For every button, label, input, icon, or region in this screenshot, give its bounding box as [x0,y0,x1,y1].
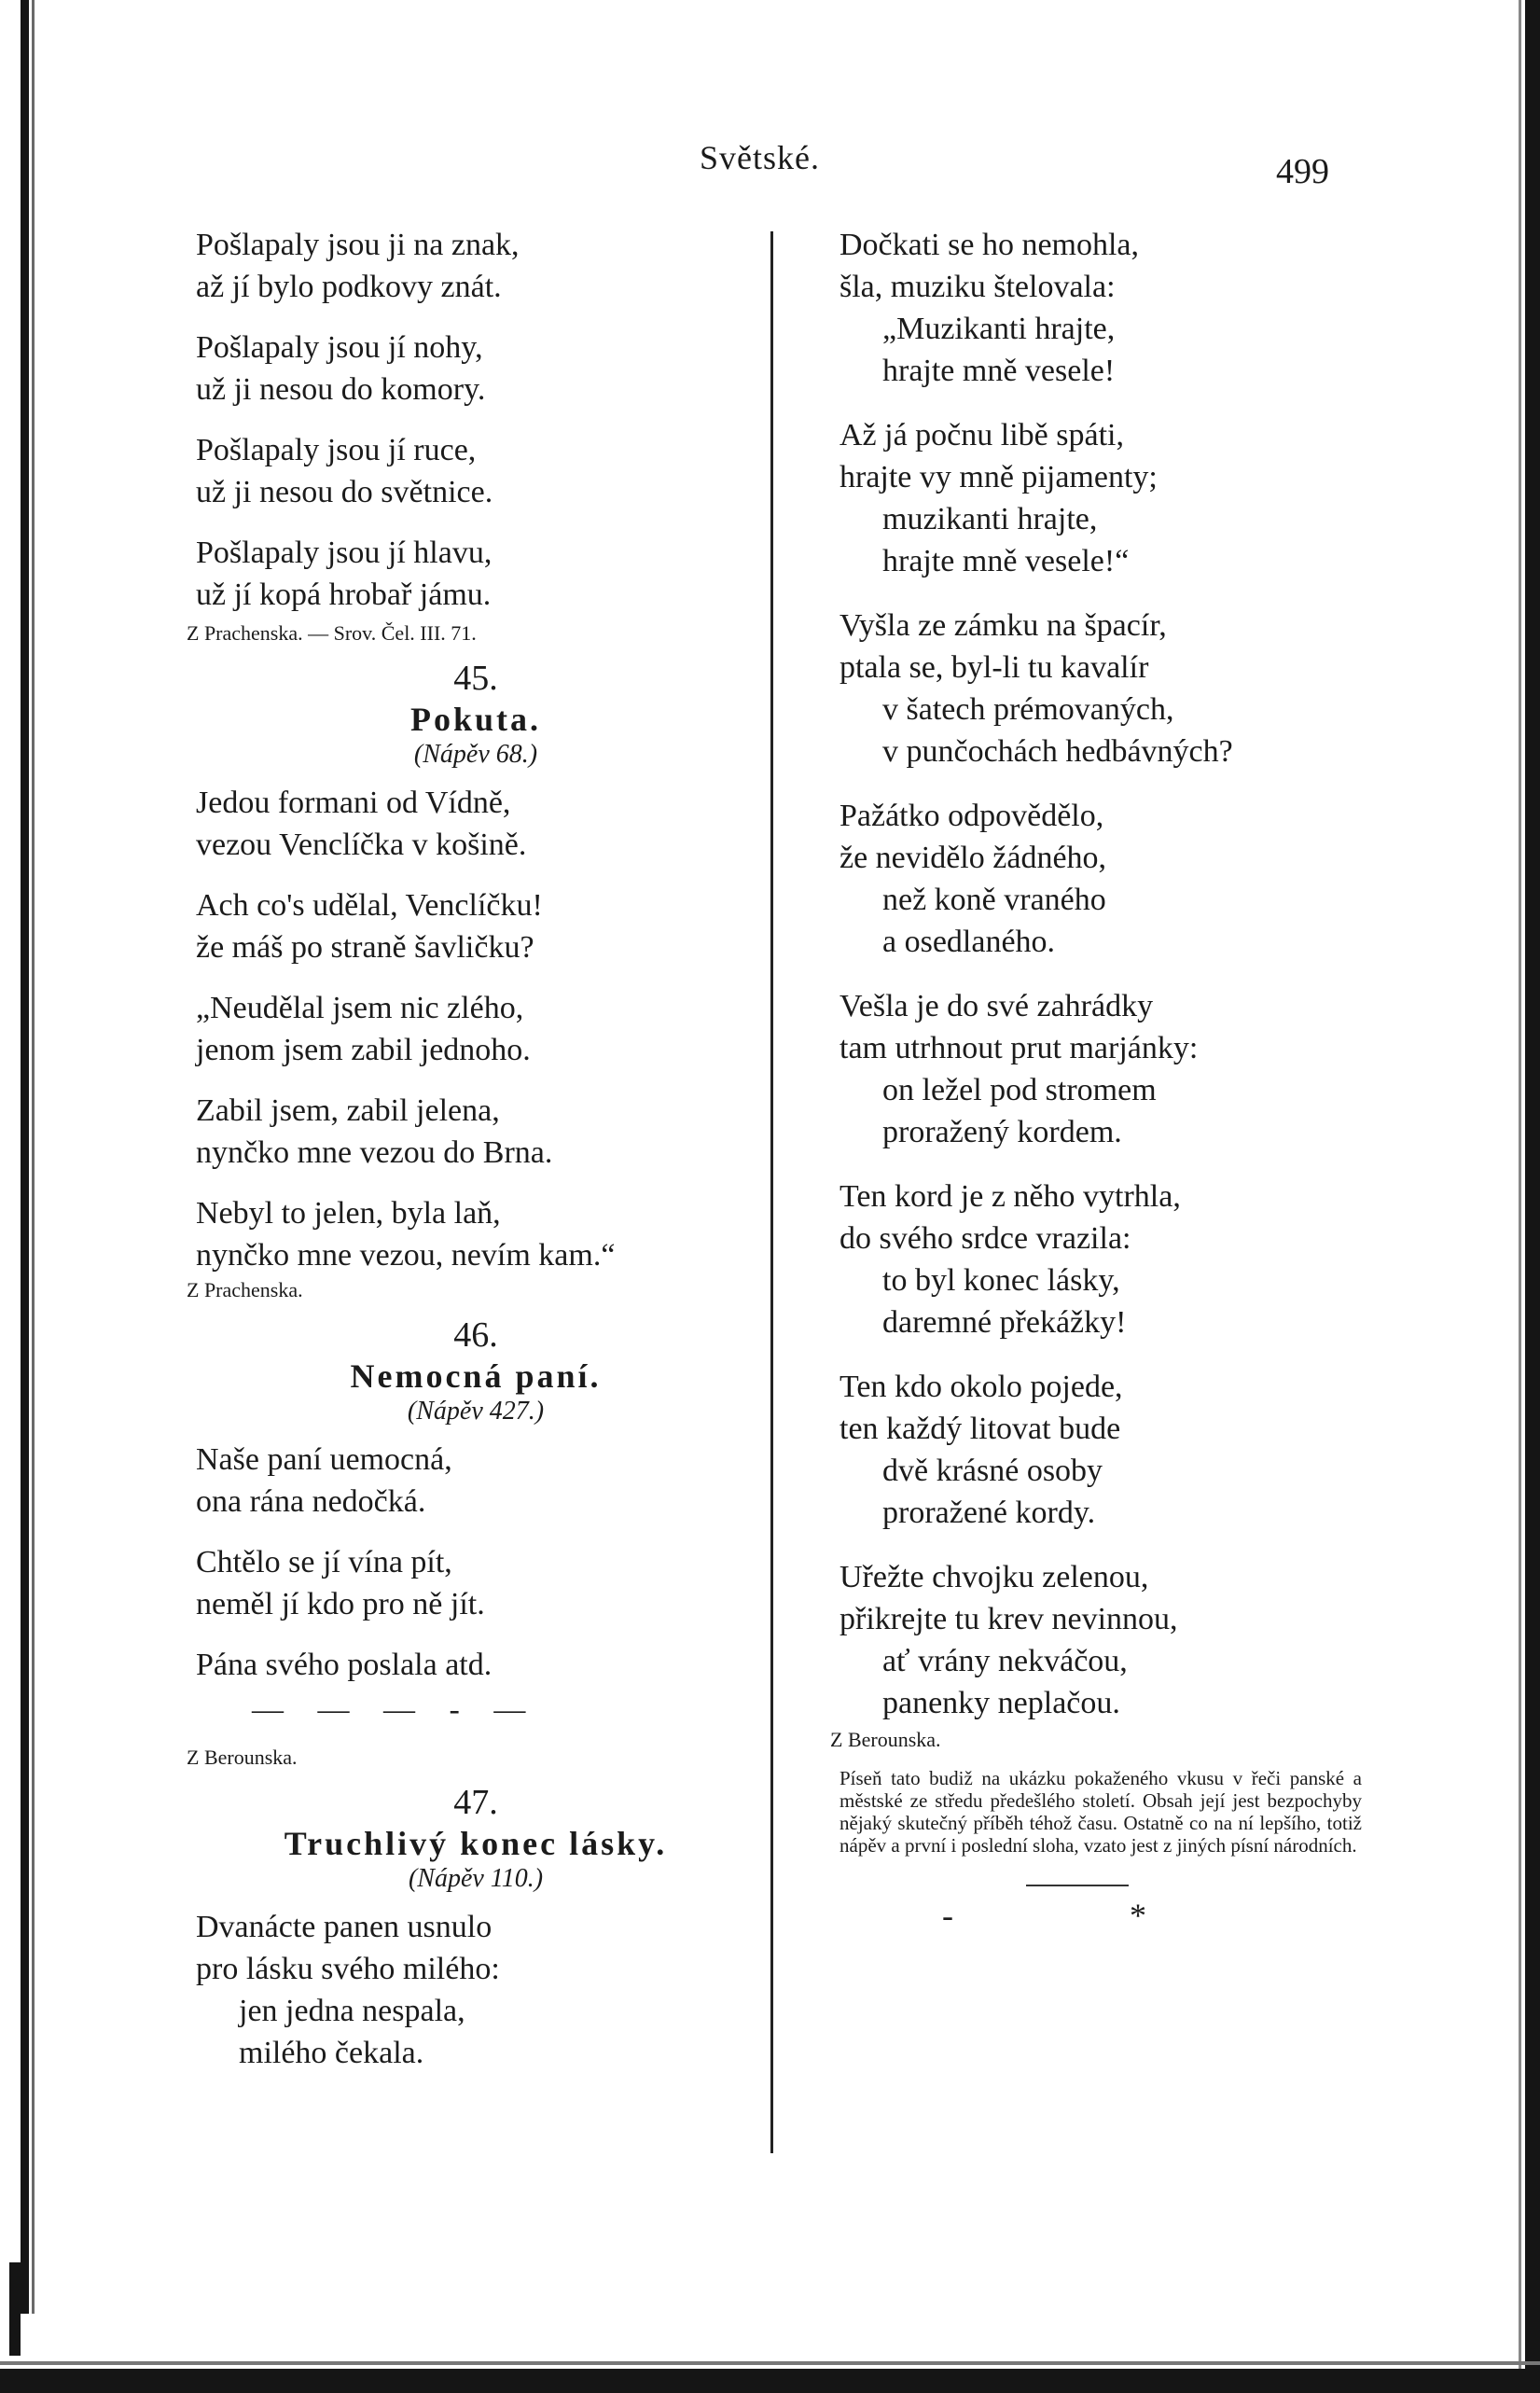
footnote: Píseň tato budiž na ukázku pokaženého vkusu v řeči panské a městské ze středu předešlého století. Obsah její jest bezpochyby nějaký skutečný příběh téhož času. Ostatně co na ní lepšího, totiž nápěv a první i poslední sloha, vzato jest z jiných písní národních. [839,1767,1362,1857]
verse-line: to byl konec lásky, [882,1263,1120,1298]
running-head: Světské. [700,139,820,176]
source-note: Z Prachenska. — Srov. Čel. III. 71. [187,621,477,645]
stanza [196,1906,756,2074]
verse-line: dvě krásné osoby [882,1454,1103,1488]
stanza [196,1090,756,1174]
left-column [187,224,756,2093]
verse-line: Ach co's udělal, Venclíčku! [196,888,543,923]
verse-line: Pažátko odpovědělo, [839,799,1104,833]
stanza [839,1176,1362,1343]
stanza [196,987,756,1071]
verse-line: šla, muziku štelovala: [839,270,1116,304]
verse-line: v šatech prémovaných, [882,692,1174,727]
song-number: 47. [453,1783,498,1822]
footer-dash: - [942,1897,953,1934]
stanza [196,1192,756,1276]
page-edge-right [1525,0,1540,2393]
verse-line: ten každý litovat bude [839,1412,1121,1446]
verse-line: Pošlapaly jsou jí nohy, [196,330,483,365]
verse-line: Až já počnu libě spáti, [839,418,1124,452]
verse-line: už ji nesou do komory. [196,372,486,407]
page-corner-mark [9,2262,21,2356]
song-number: 45. [453,659,498,698]
verse-line: jen jedna nespala, [239,1994,465,2028]
footer-marks [942,1896,1362,1935]
verse-line: hrajte mně vesele! [882,354,1116,388]
verse-line: než koně vraného [882,883,1106,917]
stanza [196,1644,756,1686]
verse-line: „Muzikanti hrajte, [882,312,1116,346]
verse-line: nynčko mne vezou, nevím kam.“ [196,1238,616,1273]
stanza [196,327,756,410]
verse-line: milého čekala. [239,2036,424,2070]
verse-line: tam utrhnout prut marjánky: [839,1031,1199,1065]
stanza [196,782,756,866]
verse-line: Dvanácte panen usnulo [196,1910,493,1944]
verse-line: „Neudělal jsem nic zlého, [196,991,524,1025]
right-column [830,224,1362,1935]
stanza [196,532,756,616]
verse-line: Dočkati se ho nemohla, [839,228,1140,262]
verse-line: Zabil jsem, zabil jelena, [196,1093,500,1128]
song-title: Truchlivý konec lásky. [284,1825,668,1862]
stanza [196,224,756,308]
omission-dashes: — — — - — [252,1692,539,1727]
song-number: 46. [453,1315,498,1355]
verse-line: nynčko mne vezou do Brna. [196,1135,553,1170]
verse-line: daremné překážky! [882,1305,1127,1340]
verse-line: Ten kdo okolo pojede, [839,1370,1123,1404]
verse-line: do svého srdce vrazila: [839,1221,1131,1256]
verse-line: Ten kord je z něho vytrhla, [839,1179,1181,1214]
verse-line: neměl jí kdo pro ně jít. [196,1587,485,1621]
verse-line: Pošlapaly jsou jí hlavu, [196,536,493,570]
stanza [839,605,1362,772]
column-divider [770,231,773,2153]
verse-line: Uřežte chvojku zelenou, [839,1560,1149,1594]
song-heading [196,657,756,771]
verse-line: Vešla je do své zahrádky [839,989,1154,1023]
verse-line: už jí kopá hrobař jámu. [196,577,492,612]
verse-line: Pána svého poslala atd. [196,1648,493,1682]
verse-line: už ji nesou do světnice. [196,475,493,509]
verse-line: Jedou formani od Vídně, [196,786,511,820]
page-edge-bottom [0,2369,1540,2393]
verse-line: Chtělo se jí vína pít, [196,1545,452,1579]
page-edge-left [21,0,29,2314]
verse-line: přikrejte tu krev nevinnou, [839,1602,1178,1636]
verse-line: ať vrány nekváčou, [882,1644,1128,1678]
stanza [839,795,1362,963]
stanza [839,1366,1362,1534]
verse-line: vezou Venclíčka v košině. [196,828,527,862]
song-heading [196,1314,756,1427]
song-heading [196,1781,756,1895]
stanza [839,224,1362,392]
page-number: 499 [1276,152,1329,191]
source-note: Z Prachenska. [187,1278,303,1301]
verse-line: pro lásku svého milého: [196,1952,500,1986]
verse-line: muzikanti hrajte, [882,502,1098,536]
verse-line: hrajte mně vesele!“ [882,544,1130,578]
footnote-rule [1026,1885,1129,1886]
verse-line: Naše paní uemocná, [196,1442,452,1477]
source-note: Z Berounska. [830,1728,941,1751]
song-tune: (Nápěv 427.) [407,1397,545,1426]
verse-line: v punčochách hedbávných? [882,734,1233,769]
stanza [196,429,756,513]
verse-line: že nevidělo žádného, [839,841,1107,875]
page-edge-right-inner [1519,0,1521,2393]
verse-line: proražený kordem. [882,1115,1122,1149]
verse-line: Nebyl to jelen, byla laň, [196,1196,501,1231]
stanza [196,884,756,968]
page-edge-bottom-inner [0,2361,1540,2365]
verse-line: až jí bylo podkovy znát. [196,270,502,304]
verse-line: proražené kordy. [882,1496,1096,1530]
verse-line: ona rána nedočká. [196,1484,426,1519]
verse-line: panenky neplačou. [882,1686,1120,1720]
verse-line: jenom jsem zabil jednoho. [196,1033,531,1067]
footer-star: * [1130,1897,1146,1934]
stanza [839,985,1362,1153]
verse-line: Pošlapaly jsou ji na znak, [196,228,520,262]
stanza [196,1439,756,1523]
verse-line: Vyšla ze zámku na špacír, [839,608,1167,643]
stanza [196,1541,756,1625]
song-tune: (Nápěv 110.) [408,1864,544,1893]
verse-line: on ležel pod stromem [882,1073,1157,1107]
page-edge-left-inner [32,0,35,2314]
source-note: Z Berounska. [187,1746,298,1769]
stanza [839,414,1362,582]
song-title: Nemocná paní. [350,1357,602,1395]
verse-line: ptala se, byl-li tu kavalír [839,650,1149,685]
verse-line: a osedlaného. [882,925,1056,959]
verse-line: hrajte vy mně pijamenty; [839,460,1158,494]
verse-line: Pošlapaly jsou jí ruce, [196,433,477,467]
stanza [839,1556,1362,1724]
verse-line: že máš po straně šavličku? [196,930,534,965]
song-tune: (Nápěv 68.) [413,740,538,769]
song-title: Pokuta. [409,701,542,738]
